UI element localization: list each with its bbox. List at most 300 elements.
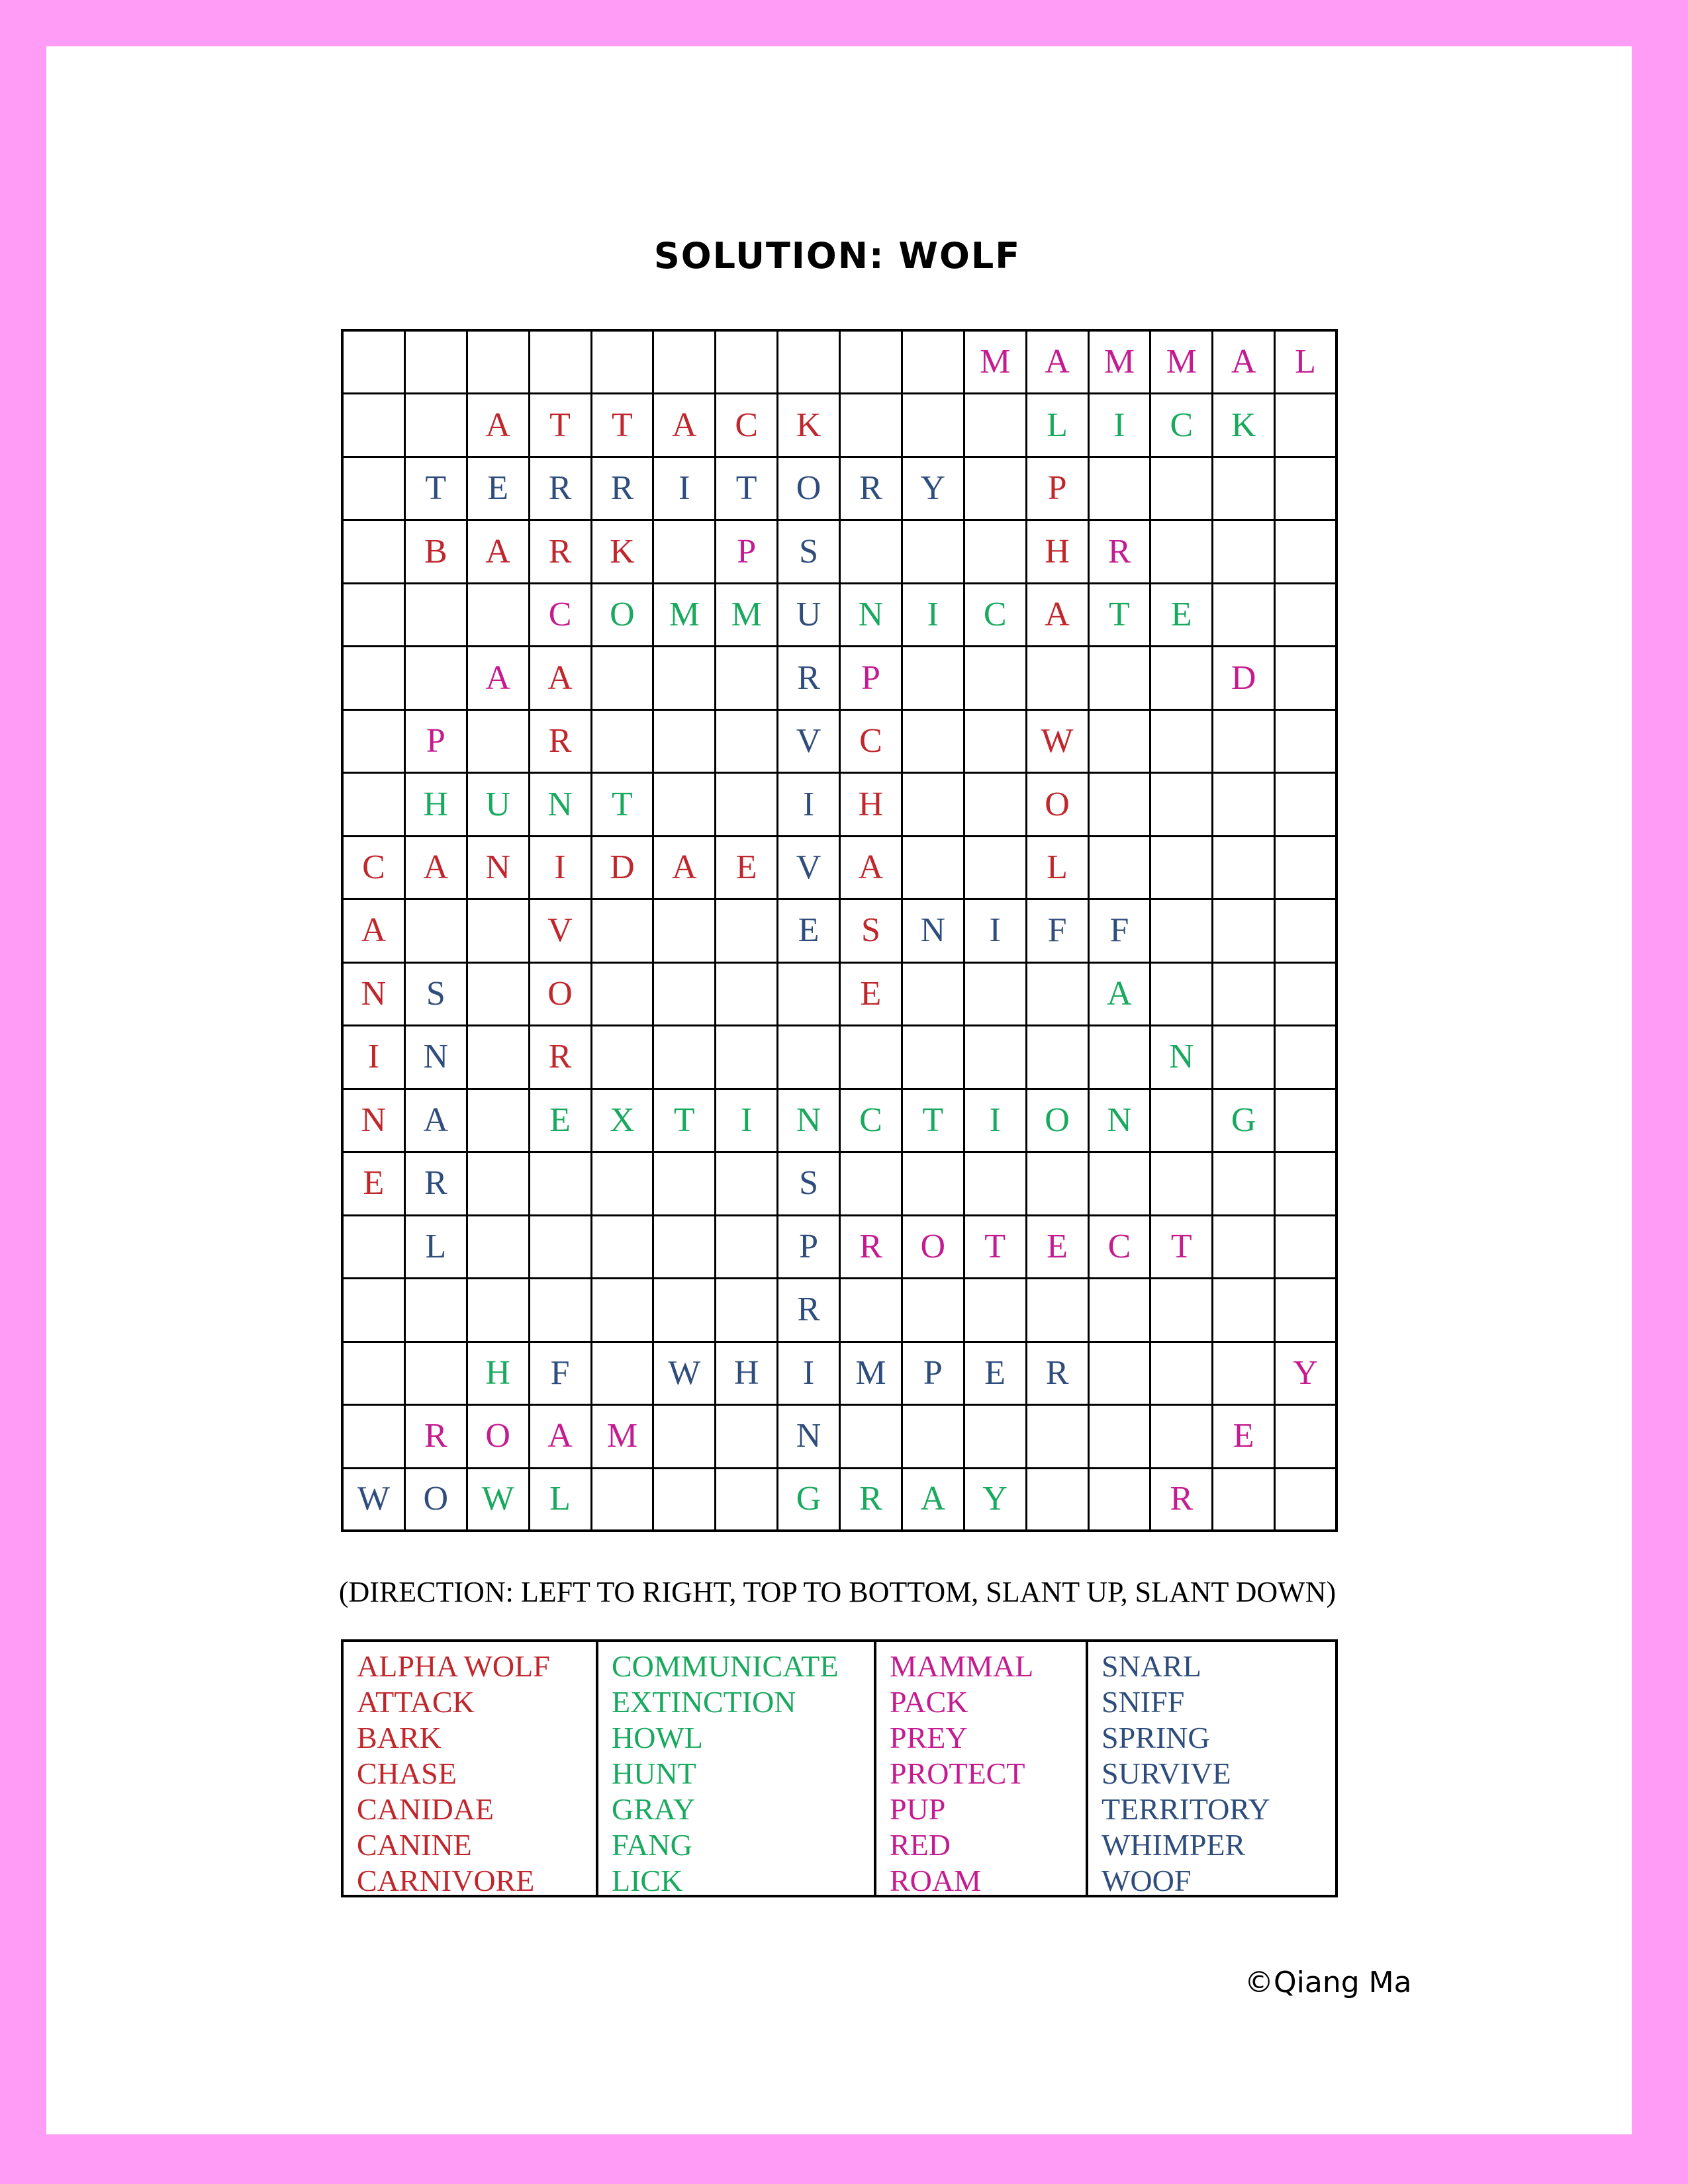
grid-cell: F [1090,900,1152,963]
grid-cell: P [903,1343,965,1406]
grid-cell: G [778,1469,841,1532]
grid-cell [530,332,592,394]
grid-cell [1151,647,1213,710]
grid-cell: E [1027,1216,1090,1279]
grid-cell: F [530,1343,592,1406]
grid-cell: N [1151,1026,1213,1089]
grid-cell [654,1469,716,1532]
grid-cell [406,900,468,963]
grid-cell [468,1153,530,1216]
grid-cell: I [344,1026,406,1089]
grid-cell [592,647,655,710]
grid-cell [1027,1279,1090,1342]
word-list-item: ATTACK [357,1685,475,1719]
grid-cell [344,711,406,774]
word-list-item: ALPHA WOLF [357,1649,550,1683]
grid-cell [468,584,530,647]
grid-cell: L [1276,332,1338,394]
grid-cell: T [1090,584,1152,647]
grid-cell [1276,1026,1338,1089]
grid-cell: P [1027,458,1090,521]
grid-cell [1213,1279,1276,1342]
word-list-item: CHASE [357,1756,457,1790]
word-list-item: WHIMPER [1102,1828,1246,1862]
grid-cell: H [841,774,903,837]
grid-cell: C [530,584,592,647]
grid-cell: N [344,1090,406,1153]
grid-cell [965,837,1027,900]
grid-cell [903,1406,965,1469]
grid-cell: P [716,521,778,584]
grid-cell: R [530,521,592,584]
grid-cell: H [468,1343,530,1406]
grid-cell [716,900,778,963]
grid-cell: W [468,1469,530,1532]
grid-cell [654,900,716,963]
grid-cell: R [1027,1343,1090,1406]
word-list-item: SURVIVE [1102,1756,1231,1790]
grid-cell [841,1279,903,1342]
copyright: ©Qiang Ma [1244,1966,1412,1999]
grid-cell: C [1151,394,1213,457]
grid-cell: R [530,458,592,521]
grid-cell [1213,1216,1276,1279]
grid-cell: R [1151,1469,1213,1532]
grid-cell [965,774,1027,837]
grid-cell [592,1153,655,1216]
grid-cell: A [654,837,716,900]
grid-cell: D [592,837,655,900]
grid-cell: E [716,837,778,900]
grid-cell: P [406,711,468,774]
grid-cell: E [344,1153,406,1216]
grid-cell: I [1090,394,1152,457]
grid-cell [1151,774,1213,837]
grid-cell [344,1343,406,1406]
grid-cell: E [965,1343,1027,1406]
grid-cell: I [654,458,716,521]
grid-cell [1276,1153,1338,1216]
grid-cell: T [592,774,655,837]
grid-cell: T [965,1216,1027,1279]
grid-cell [716,1153,778,1216]
grid-cell [903,964,965,1026]
grid-cell [344,332,406,394]
grid-cell [1090,1026,1152,1089]
grid-cell [1276,1469,1338,1532]
grid-cell [1027,964,1090,1026]
grid-cell: X [592,1090,655,1153]
word-list-item: CANIDAE [357,1792,494,1826]
grid-cell: Y [903,458,965,521]
grid-cell: T [406,458,468,521]
grid-cell: T [592,394,655,457]
grid-cell [965,521,1027,584]
grid-cell [1090,647,1152,710]
word-list-item: PROTECT [890,1756,1025,1790]
grid-cell: N [1090,1090,1152,1153]
grid-cell: S [778,1153,841,1216]
grid-cell: A [406,837,468,900]
grid-cell: O [1027,1090,1090,1153]
grid-cell: A [654,394,716,457]
grid-cell: E [1213,1406,1276,1469]
grid-cell: H [1027,521,1090,584]
grid-cell [1213,1153,1276,1216]
grid-cell [1027,1153,1090,1216]
grid-cell: L [530,1469,592,1532]
word-list-item: MAMMAL [890,1649,1034,1683]
grid-cell: I [530,837,592,900]
grid-cell [1090,458,1152,521]
grid-cell [592,1469,655,1532]
grid-cell: I [965,1090,1027,1153]
grid-cell [468,1090,530,1153]
grid-cell: V [530,900,592,963]
word-list-item: SNARL [1102,1649,1201,1683]
grid-cell [592,900,655,963]
grid-cell [654,1026,716,1089]
grid-cell [903,394,965,457]
grid-cell [1027,1406,1090,1469]
word-column [598,1642,876,1895]
grid-cell: E [1151,584,1213,647]
grid-cell: C [965,584,1027,647]
grid-cell: M [1151,332,1213,394]
grid-cell [1276,964,1338,1026]
grid-cell [654,1153,716,1216]
grid-cell [468,332,530,394]
grid-cell [344,774,406,837]
grid-cell [778,332,841,394]
word-column [876,1642,1088,1895]
grid-cell: R [778,1279,841,1342]
grid-cell [344,394,406,457]
grid-cell: I [716,1090,778,1153]
grid-cell [592,332,655,394]
grid-cell: R [841,1469,903,1532]
grid-cell [1213,584,1276,647]
grid-cell [1027,647,1090,710]
word-list [341,1639,1338,1897]
grid-cell: A [468,394,530,457]
grid-cell [841,332,903,394]
grid-cell: H [716,1343,778,1406]
grid-cell: E [778,900,841,963]
grid-cell [965,1406,1027,1469]
grid-cell [903,1153,965,1216]
grid-cell [965,711,1027,774]
grid-cell [965,1279,1027,1342]
grid-cell: C [841,1090,903,1153]
grid-cell: R [592,458,655,521]
grid-cell: O [778,458,841,521]
grid-cell [716,1279,778,1342]
grid-cell: P [841,647,903,710]
grid-cell: N [778,1406,841,1469]
grid-cell: O [530,964,592,1026]
grid-cell [1090,1279,1152,1342]
grid-cell [654,1406,716,1469]
grid-cell: I [778,774,841,837]
grid-cell [654,332,716,394]
grid-cell [716,711,778,774]
grid-cell [1276,1090,1338,1153]
grid-cell [778,964,841,1026]
grid-cell: R [841,458,903,521]
grid-cell: O [592,584,655,647]
grid-cell [965,458,1027,521]
grid-cell [965,394,1027,457]
word-list-item: ROAM [890,1864,982,1897]
grid-cell [1276,1216,1338,1279]
grid-cell [716,647,778,710]
grid-cell [1151,711,1213,774]
word-list-item: HUNT [612,1756,696,1790]
grid-cell [1213,1026,1276,1089]
grid-cell: U [468,774,530,837]
grid-cell [841,1026,903,1089]
grid-cell [1213,1343,1276,1406]
grid-cell [344,1216,406,1279]
grid-cell [1151,1406,1213,1469]
grid-cell [1276,647,1338,710]
grid-cell [1090,711,1152,774]
word-list-item: EXTINCTION [612,1685,796,1719]
grid-cell: Y [965,1469,1027,1532]
grid-cell: T [716,458,778,521]
grid-cell: A [468,521,530,584]
grid-cell [1276,900,1338,963]
grid-cell: M [654,584,716,647]
grid-cell: U [778,584,841,647]
grid-cell [716,1469,778,1532]
grid-cell: C [841,711,903,774]
grid-cell: G [1213,1090,1276,1153]
grid-cell [468,1279,530,1342]
grid-cell [592,711,655,774]
grid-cell [716,332,778,394]
grid-cell: K [592,521,655,584]
grid-cell [592,1279,655,1342]
word-list-item: SNIFF [1102,1685,1185,1719]
grid-cell: V [778,711,841,774]
grid-cell: W [344,1469,406,1532]
grid-cell [406,394,468,457]
grid-cell: A [1213,332,1276,394]
grid-cell [1151,1279,1213,1342]
grid-cell [1213,458,1276,521]
grid-cell [1276,1406,1338,1469]
word-list-item: WOOF [1102,1864,1192,1897]
grid-cell [406,647,468,710]
grid-cell: K [1213,394,1276,457]
grid-cell: N [468,837,530,900]
grid-cell [903,521,965,584]
grid-cell [654,1279,716,1342]
grid-cell [344,584,406,647]
grid-cell [1276,584,1338,647]
word-column [344,1642,598,1895]
grid-cell [468,1216,530,1279]
grid-cell [1090,837,1152,900]
grid-cell [654,1216,716,1279]
grid-cell [903,711,965,774]
grid-cell [1276,394,1338,457]
grid-cell [1151,1090,1213,1153]
grid-cell [716,964,778,1026]
grid-cell: S [778,521,841,584]
word-list-item: TERRITORY [1102,1792,1270,1826]
grid-cell: T [654,1090,716,1153]
grid-cell [1151,458,1213,521]
grid-cell: M [965,332,1027,394]
grid-cell: R [778,647,841,710]
grid-cell: R [530,711,592,774]
word-list-item: PACK [890,1685,968,1719]
grid-cell: R [406,1406,468,1469]
word-list-item: PUP [890,1792,946,1826]
grid-cell: R [530,1026,592,1089]
grid-cell [1213,774,1276,837]
grid-cell [344,1279,406,1342]
grid-cell: A [530,1406,592,1469]
grid-cell: T [903,1090,965,1153]
grid-cell: S [406,964,468,1026]
grid-cell [654,774,716,837]
word-list-item: CARNIVORE [357,1864,535,1897]
grid-cell [406,1279,468,1342]
grid-cell: M [716,584,778,647]
grid-cell: S [841,900,903,963]
grid-cell [1213,900,1276,963]
grid-cell [344,647,406,710]
grid-cell [1151,1343,1213,1406]
grid-cell [903,332,965,394]
grid-cell: L [1027,837,1090,900]
grid-cell [468,964,530,1026]
grid-cell [530,1216,592,1279]
grid-cell: A [468,647,530,710]
grid-cell: A [841,837,903,900]
grid-cell: T [530,394,592,457]
grid-cell [344,1406,406,1469]
grid-cell [1090,1406,1152,1469]
grid-cell [344,521,406,584]
grid-cell: P [778,1216,841,1279]
grid-cell: A [903,1469,965,1532]
grid-cell [1276,458,1338,521]
grid-cell [344,458,406,521]
grid-cell [841,1153,903,1216]
direction-note: (DIRECTION: LEFT TO RIGHT, TOP TO BOTTOM, SLANT UP, SLANT DOWN) [338,1576,1336,1608]
grid-cell [468,900,530,963]
grid-cell [1090,1343,1152,1406]
grid-cell [1276,711,1338,774]
word-list-item: FANG [612,1828,692,1862]
grid-cell [1276,837,1338,900]
grid-cell [841,521,903,584]
word-list-item: GRAY [612,1792,696,1826]
grid-cell [530,1153,592,1216]
word-list-item: SPRING [1102,1721,1210,1754]
grid-cell [468,711,530,774]
grid-cell [716,1216,778,1279]
grid-cell [1027,1026,1090,1089]
grid-cell: N [344,964,406,1026]
grid-cell: A [1027,584,1090,647]
grid-cell: C [716,394,778,457]
grid-cell: C [344,837,406,900]
grid-cell [903,837,965,900]
grid-cell [1090,1153,1152,1216]
grid-cell [778,1026,841,1089]
grid-cell [716,774,778,837]
grid-cell: W [654,1343,716,1406]
grid-cell: E [530,1090,592,1153]
grid-cell [1276,774,1338,837]
grid-cell [468,1026,530,1089]
grid-cell: I [778,1343,841,1406]
grid-cell [1027,1469,1090,1532]
grid-cell: O [903,1216,965,1279]
word-search-grid [341,329,1338,1532]
grid-cell: I [965,900,1027,963]
grid-cell [1213,964,1276,1026]
grid-cell [716,1026,778,1089]
grid-cell [1151,521,1213,584]
grid-cell: A [344,900,406,963]
grid-cell [1213,711,1276,774]
grid-cell [965,647,1027,710]
grid-cell [716,1406,778,1469]
word-list-item: BARK [357,1721,442,1754]
grid-cell [965,964,1027,1026]
grid-cell: D [1213,647,1276,710]
grid-cell: W [1027,711,1090,774]
word-list-item: HOWL [612,1721,703,1754]
word-list-item: RED [890,1828,951,1862]
grid-cell [903,647,965,710]
grid-cell [592,1216,655,1279]
grid-cell [654,521,716,584]
grid-cell [1151,964,1213,1026]
word-list-item: LICK [612,1864,683,1897]
grid-cell: N [778,1090,841,1153]
grid-cell [592,1343,655,1406]
grid-cell [1090,774,1152,837]
grid-cell [1213,521,1276,584]
grid-cell: M [1090,332,1152,394]
grid-cell: M [592,1406,655,1469]
grid-cell [654,647,716,710]
grid-cell [530,1279,592,1342]
grid-cell [965,1153,1027,1216]
grid-cell [406,584,468,647]
grid-cell [1151,837,1213,900]
grid-cell: R [841,1216,903,1279]
word-list-item: COMMUNICATE [612,1649,839,1683]
grid-cell [1213,1469,1276,1532]
grid-cell [965,1026,1027,1089]
grid-cell: H [406,774,468,837]
grid-cell: K [778,394,841,457]
grid-cell [1276,521,1338,584]
grid-cell: N [530,774,592,837]
grid-cell: R [1090,521,1152,584]
page-title: SOLUTION: WOLF [653,235,1021,277]
grid-cell: I [903,584,965,647]
